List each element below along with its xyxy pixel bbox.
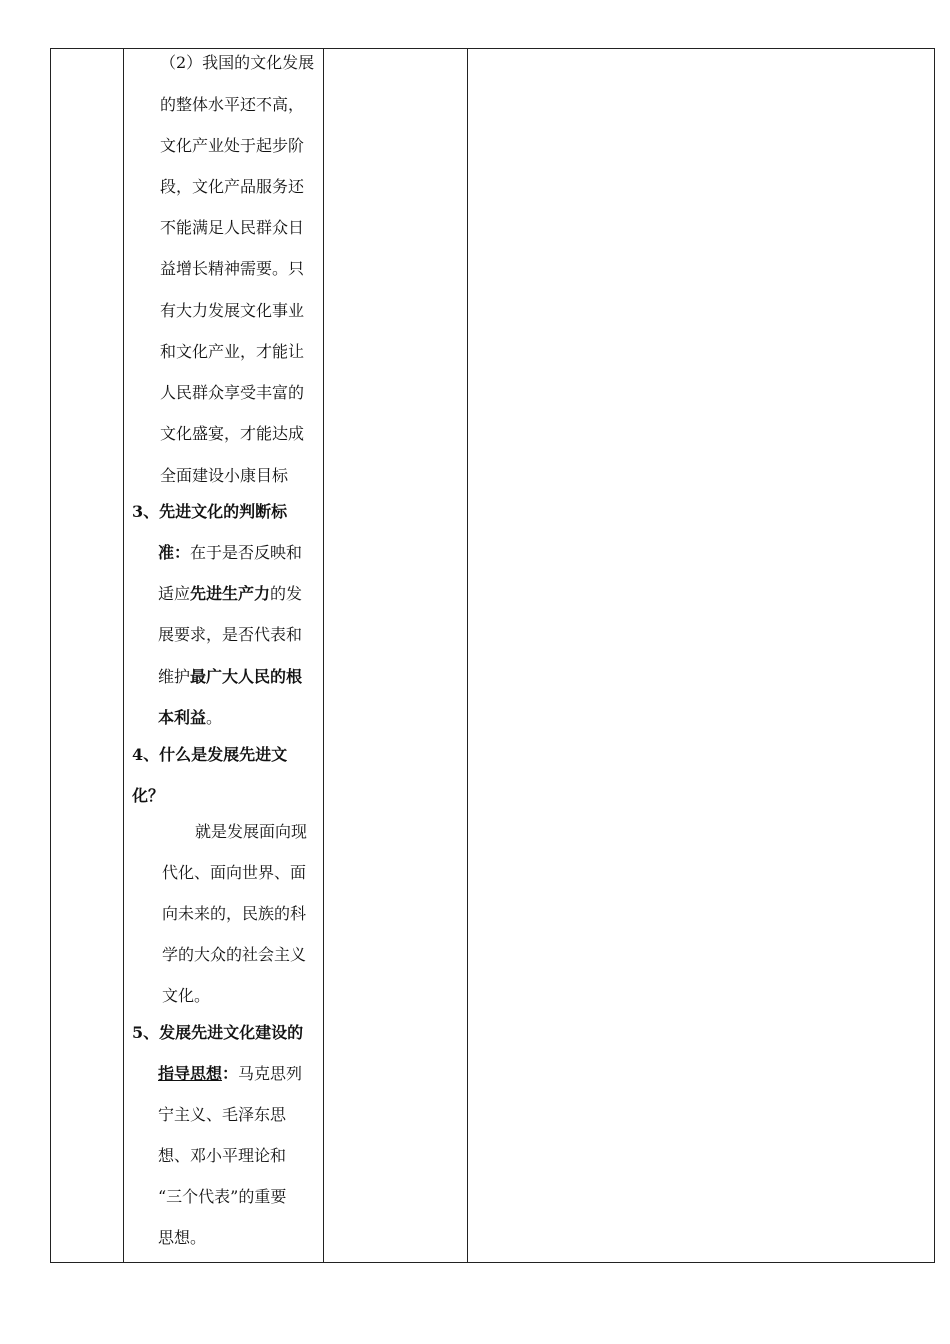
point3-line bbox=[158, 584, 302, 604]
point5-line bbox=[158, 1064, 302, 1084]
point3-line bbox=[158, 667, 302, 687]
point5-line: 思想。 bbox=[158, 1228, 207, 1247]
point4-line: 代化、面向世界、面 bbox=[162, 863, 307, 882]
point3-text: 的发 bbox=[270, 584, 303, 603]
point4-line: 学的大众的社会主义 bbox=[162, 945, 307, 964]
point3-text: 在于是否反映和 bbox=[190, 543, 303, 562]
point3-emphasis: 最广大人民的根 bbox=[190, 667, 303, 686]
point5-line: “三个代表”的重要 bbox=[158, 1187, 287, 1206]
point3-text: 维护 bbox=[158, 667, 191, 686]
point5-colon: ： bbox=[222, 1064, 239, 1083]
point3-line bbox=[158, 543, 302, 563]
point2-line: 文化产业处于起步阶 bbox=[160, 136, 305, 155]
point3-emphasis: 本利益 bbox=[158, 708, 207, 727]
point3-line bbox=[158, 708, 222, 728]
column-divider-3 bbox=[467, 49, 468, 1262]
point5-line: 宁主义、毛泽东思 bbox=[158, 1105, 287, 1124]
point2-line: 文化盛宴，才能达成 bbox=[160, 424, 305, 443]
point5-keyword: 指导思想 bbox=[158, 1064, 223, 1083]
point4-line: 就是发展面向现 bbox=[195, 822, 308, 841]
point2-line: 和文化产业，才能让 bbox=[160, 342, 305, 361]
column-divider-2 bbox=[323, 49, 324, 1262]
point3-heading-cont: 准： bbox=[158, 543, 191, 562]
column-divider-1 bbox=[123, 49, 124, 1262]
point2-line: 有大力发展文化事业 bbox=[160, 301, 305, 320]
content-table bbox=[50, 48, 935, 1263]
content-cell bbox=[125, 49, 323, 1262]
point5-text: 马克思列 bbox=[238, 1064, 303, 1083]
point5-line: 想、邓小平理论和 bbox=[158, 1146, 287, 1165]
point2-line: 的整体水平还不高， bbox=[160, 95, 305, 114]
point3-text: 。 bbox=[206, 708, 223, 727]
point3-line: 展要求，是否代表和 bbox=[158, 625, 303, 644]
point3-text: 适应 bbox=[158, 584, 191, 603]
point2-line: 益增长精神需要。只 bbox=[160, 259, 305, 278]
point2-line: 不能满足人民群众日 bbox=[160, 218, 305, 237]
point5-heading: 5、发展先进文化建设的 bbox=[132, 1023, 304, 1042]
point2-line: 人民群众享受丰富的 bbox=[160, 383, 305, 402]
point2-line: 全面建设小康目标 bbox=[160, 466, 289, 485]
point4-line: 文化。 bbox=[162, 986, 211, 1005]
point2-line: （2）我国的文化发展 bbox=[160, 53, 315, 72]
point4-line: 向未来的，民族的科 bbox=[162, 904, 307, 923]
point3-emphasis: 先进生产力 bbox=[190, 584, 271, 603]
point4-heading: 化？ bbox=[132, 786, 165, 805]
point4-heading: 4、什么是发展先进文 bbox=[132, 745, 288, 764]
point2-line: 段，文化产品服务还 bbox=[160, 177, 305, 196]
point3-heading: 3、先进文化的判断标 bbox=[132, 502, 288, 521]
